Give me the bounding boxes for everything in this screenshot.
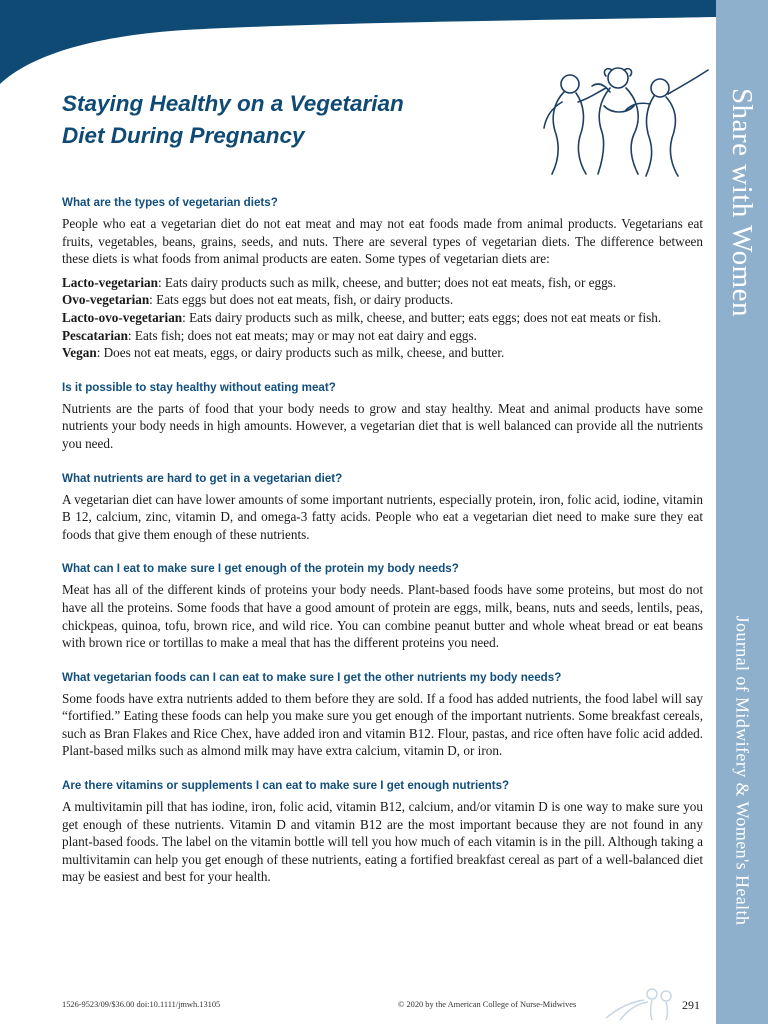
section-heading: What can I eat to make sure I get enough of the protein my body needs?: [62, 562, 459, 576]
section-heading: What nutrients are hard to get in a vegetarian diet?: [62, 471, 343, 485]
sidebar-journal-wrap: [716, 560, 768, 980]
diet-type-name: Ovo-vegetarian: [62, 292, 150, 308]
page-title: [62, 88, 522, 152]
diet-type-desc: : Does not eat meats, eggs, or dairy products such as milk, cheese, and butter.: [96, 345, 505, 361]
diet-type-item: [62, 274, 703, 292]
section-paragraph: People who eat a vegetarian diet do not eat meat and may not eat foods made from animal products. Vegetarians eat fruits, vegetables, beans, grains, seeds, and nuts. There are several types of vegetarian diets. The difference between these diets is what foods from animal products are eaten. Some types of vegetarian diets are:: [62, 216, 703, 267]
sidebar-banner-wrap: [716, 22, 768, 382]
diet-type-desc: : Eats fish; does not eat meats; may or may not eat dairy and eggs.: [127, 327, 477, 343]
title-line-2: Diet During Pregnancy: [62, 123, 305, 148]
diet-type-desc: : Eats eggs but does not eat meats, fish, or dairy products.: [149, 292, 454, 308]
section-paragraph: A vegetarian diet can have lower amounts of some important nutrients, especially protein, iron, folic acid, iodine, vitamin B 12, calcium, zinc, vitamin D, and omega-3 fatty acids. People who eat a vegetarian diet need to make sure they eat foods that give them enough of these nutrients.: [62, 491, 703, 542]
diet-type-desc: : Eats dairy products such as milk, cheese, and butter; eats eggs; does not eat meats or fish.: [182, 309, 662, 325]
footer-issn-doi: 1526-9523/09/$36.00 doi:10.1111/jmwh.13105: [62, 1000, 221, 1009]
journal-name: Journal of Midwifery & Women's Health: [732, 615, 753, 925]
section-paragraph: Nutrients are the parts of food that your body needs to grow and stay healthy. Meat and animal products have some nutrients your body needs in high amounts. However, a vegetarian diet that is well balanced can provide all the nutrients you need.: [62, 400, 703, 451]
diet-type-name: Lacto-vegetarian: [62, 274, 158, 290]
diet-type-item: [62, 309, 703, 327]
section-paragraph: Some foods have extra nutrients added to them before they are sold. If a food has added nutrients, the food label will say “fortified.” Eating these foods can help you make sure you get enough of the important nutrients. Some breakfast cereals, such as Bran Flakes and Rice Chex, have added iron and vitamin B12. Flour, pastas, and rice often have folic acid added. Plant-based milks such as almond milk may have extra calcium, vitamin D, or iron.: [62, 690, 703, 759]
diet-type-item: [62, 327, 703, 345]
section-paragraph: Meat has all of the different kinds of proteins your body needs. Plant-based foods have some proteins, but most do not have all the proteins. Some foods that have a good amount of protein are eggs, milk, beans, nuts and seeds, lentils, peas, chickpeas, quinoa, tofu, brown rice, and wild rice. You can combine peanut butter and whole wheat bread or eat beans with brown rice or tortillas to make a meal that has the different proteins you need.: [62, 582, 703, 651]
acnm-logo-icon: [600, 982, 684, 1022]
section-heading: What vegetarian foods can I can eat to make sure I get the other nutrients my body needs?: [62, 670, 562, 684]
diet-type-name: Pescatarian: [62, 327, 128, 343]
section-paragraph: A multivitamin pill that has iodine, iron, folic acid, vitamin B12, calcium, and/or vitamin D is one way to make sure you get enough of these nutrients. Vitamin D and vitamin B12 are the most important because they are not found in any plant-based foods. The label on the vitamin bottle will tell you how much of each vitamin is in the pill. Although taking a multivitamin can help you get enough of these nutrients, eating a fortified breakfast cereal as part of a well-balanced diet may be easiest and best for your health.: [62, 799, 703, 885]
women-figures-illustration: [540, 62, 712, 178]
diet-type-name: Vegan: [62, 345, 97, 361]
page-number: 291: [682, 998, 700, 1012]
share-with-women-banner: Share with Women: [726, 87, 759, 317]
footer-copyright: © 2020 by the American College of Nurse-Midwives: [398, 1000, 577, 1009]
section-heading: What are the types of vegetarian diets?: [62, 196, 278, 209]
diet-type-item: [62, 344, 703, 362]
section-heading: Are there vitamins or supplements I can eat to make sure I get enough nutrients?: [62, 779, 510, 793]
article-body: [62, 196, 703, 886]
diet-type-name: Lacto-ovo-vegetarian: [62, 309, 183, 325]
journal-sidebar: [716, 0, 768, 1024]
diet-type-item: [62, 291, 703, 309]
title-line-1: Staying Healthy on a Vegetarian: [62, 91, 404, 116]
section-heading: Is it possible to stay healthy without eating meat?: [62, 380, 336, 394]
diet-type-desc: : Eats dairy products such as milk, cheese, and butter; does not eat meats, fish, or eggs.: [157, 274, 617, 290]
